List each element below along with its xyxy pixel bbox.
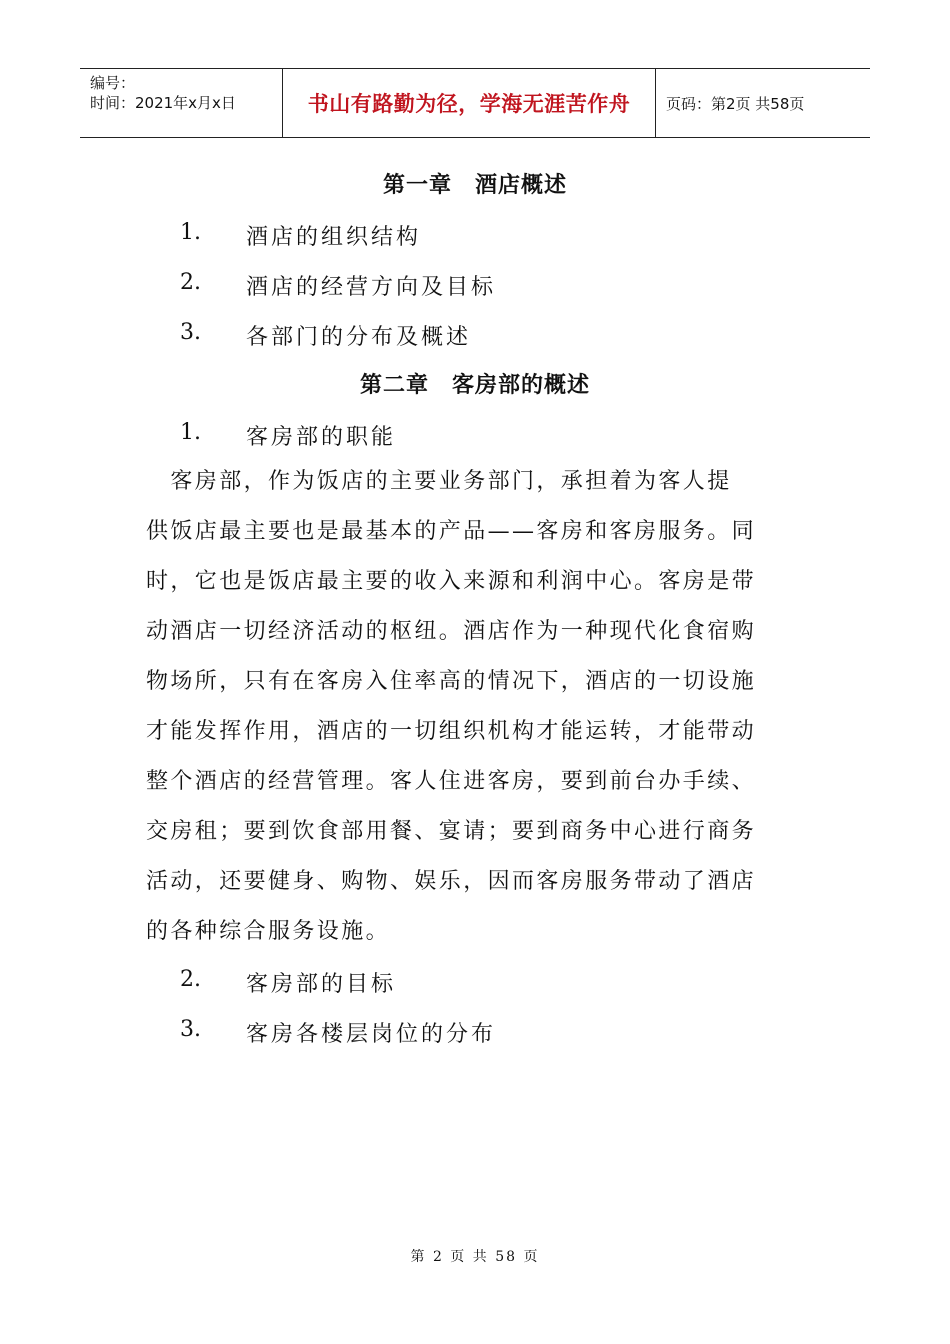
paragraph-line: 供饭店最主要也是最基本的产品——客房和客房服务。同 [146, 519, 757, 544]
item-number: 2. [180, 270, 201, 295]
item-text: 酒店的组织结构 [246, 225, 422, 250]
paragraph-line: 动酒店一切经济活动的枢纽。酒店作为一种现代化食宿购 [146, 619, 757, 644]
item-text: 客房各楼层岗位的分布 [246, 1022, 497, 1047]
paragraph-line: 活动，还要健身、购物、娱乐，因而客房服务带动了酒店 [146, 869, 757, 894]
page-footer: 第 2 页 共 58 页 [410, 1249, 540, 1265]
paragraph-line: 交房租；要到饮食部用餐、宴请；要到商务中心进行商务 [146, 819, 757, 844]
item-number: 1. [180, 420, 201, 445]
header-number-label: 编号： [90, 74, 136, 92]
header-page-info: 页码：第2页 共58页 [666, 94, 805, 113]
item-number: 3. [180, 320, 201, 345]
header-motto: 书山有路勤为径，学海无涯苦作舟 [307, 92, 631, 116]
paragraph-line: 客房部，作为饭店的主要业务部门，承担着为客人提 [146, 469, 732, 494]
chapter-2-paragraph [146, 457, 806, 957]
header-time-label: 时间：2021年x月x日 [90, 94, 236, 112]
paragraph-line: 时，它也是饭店最主要的收入来源和利润中心。客房是带 [146, 569, 757, 594]
item-number: 1. [180, 220, 201, 245]
page-header [80, 68, 870, 138]
item-text: 酒店的经营方向及目标 [246, 275, 497, 300]
item-number: 2. [180, 967, 201, 992]
header-motto-cell [283, 69, 656, 137]
paragraph-line: 物场所，只有在客房入住率高的情况下，酒店的一切设施 [146, 669, 757, 694]
header-meta [80, 69, 283, 137]
item-number: 3. [180, 1017, 201, 1042]
item-text: 客房部的目标 [246, 972, 397, 997]
item-text: 各部门的分布及概述 [246, 325, 472, 350]
header-page-cell [656, 69, 870, 137]
chapter-1-title: 第一章 酒店概述 [382, 172, 567, 198]
paragraph-line: 才能发挥作用，酒店的一切组织机构才能运转，才能带动 [146, 719, 757, 744]
chapter-2-title: 第二章 客房部的概述 [359, 372, 590, 398]
paragraph-line: 整个酒店的经营管理。客人住进客房，要到前台办手续、 [146, 769, 757, 794]
item-text: 客房部的职能 [246, 425, 397, 450]
paragraph-line: 的各种综合服务设施。 [146, 919, 391, 944]
